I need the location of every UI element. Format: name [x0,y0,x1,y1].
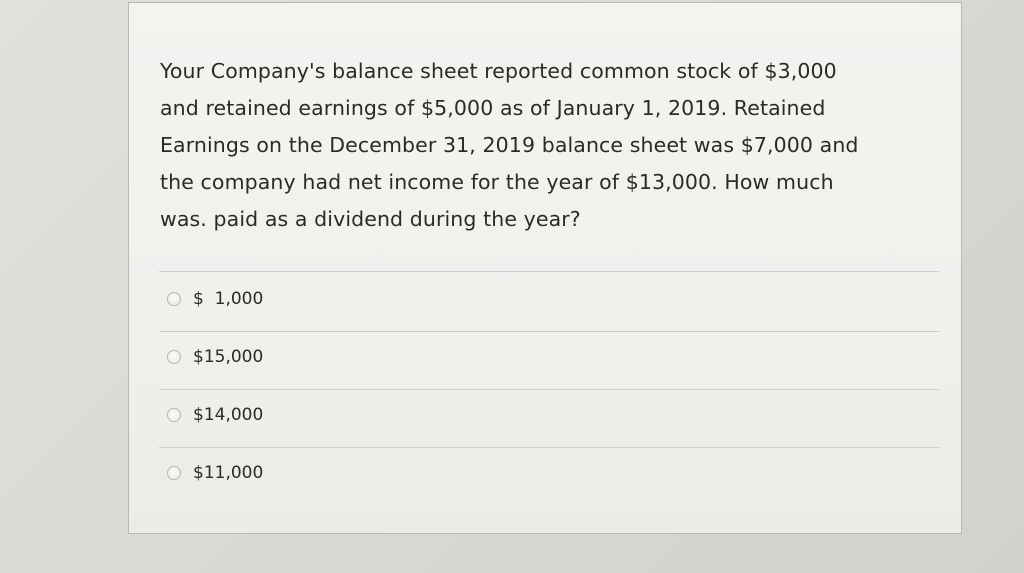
answer-option-1[interactable] [167,285,263,313]
answer-option-3[interactable] [167,401,263,429]
answer-option-label: $ 1,000 [193,289,264,309]
radio-button[interactable] [167,408,181,422]
question-text [160,53,950,238]
answer-option-2[interactable] [167,343,263,371]
divider [159,389,939,390]
question-line: Your Company's balance sheet reported common stock of $3,000 [160,59,837,83]
question-line: Earnings on the December 31, 2019 balance sheet was $7,000 and [160,133,859,157]
divider [159,331,939,332]
radio-button[interactable] [167,292,181,306]
radio-button[interactable] [167,350,181,364]
question-card [128,2,962,534]
divider [159,447,939,448]
radio-button[interactable] [167,466,181,480]
answer-option-label: $14,000 [193,405,264,425]
question-line: the company had net income for the year of $13,000. How much [160,170,834,194]
question-line: was. paid as a dividend during the year? [160,207,581,231]
answer-option-label: $15,000 [193,347,264,367]
answer-option-4[interactable] [167,459,263,487]
answer-option-label: $11,000 [193,463,264,483]
divider [159,271,939,272]
question-line: and retained earnings of $5,000 as of January 1, 2019. Retained [160,96,826,120]
